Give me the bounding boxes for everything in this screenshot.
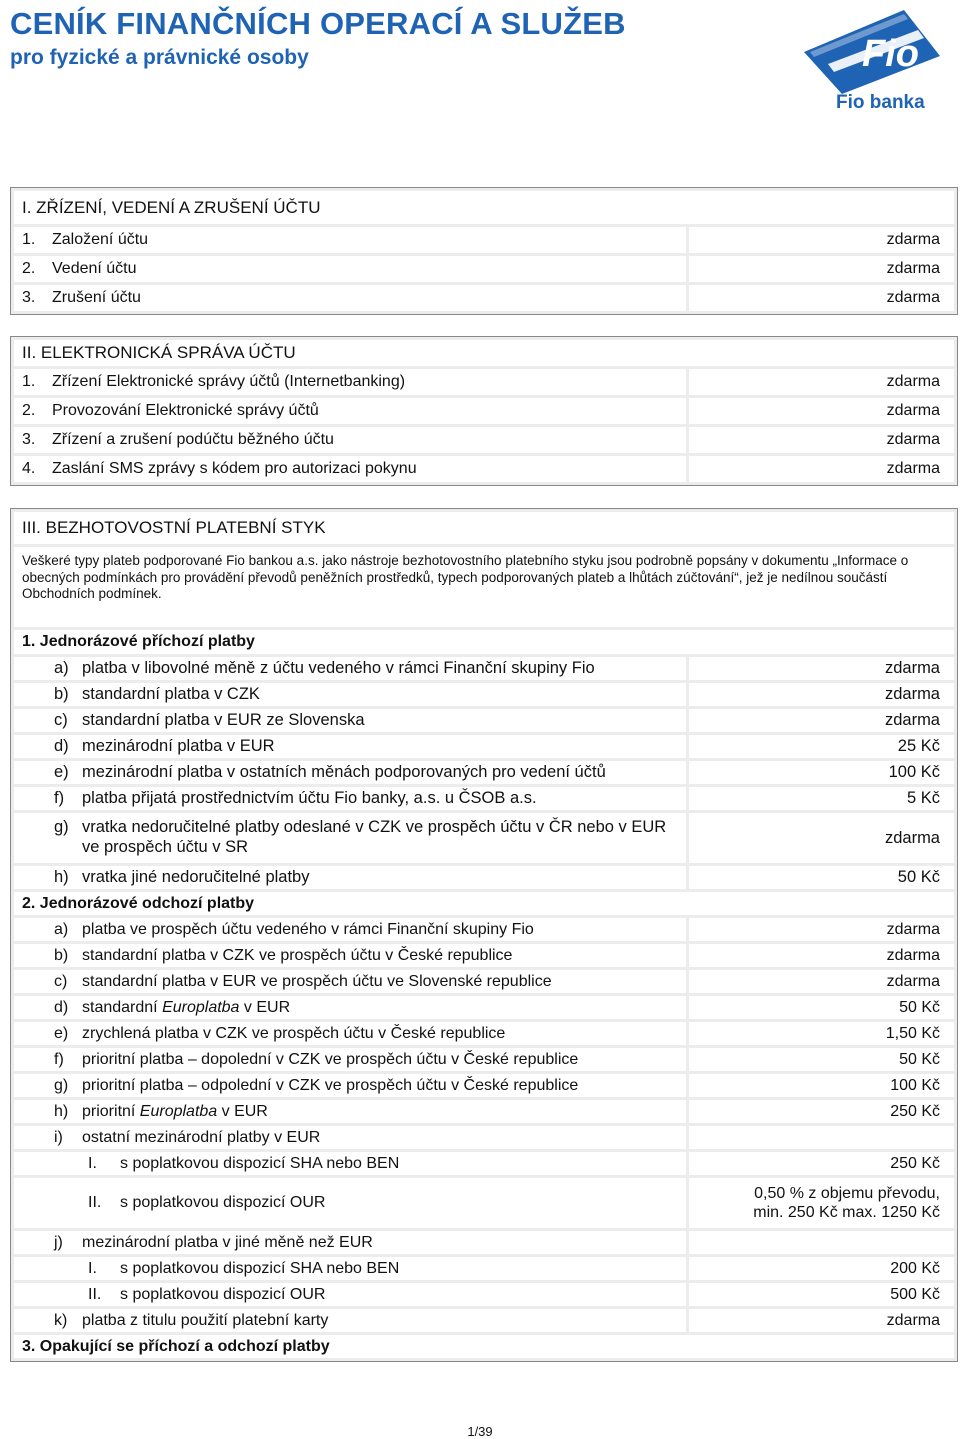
table-row <box>14 1257 954 1280</box>
group-2-title: 2. Jednorázové odchozí platby <box>14 892 954 915</box>
page-number: 1/39 <box>467 1424 493 1439</box>
logo-wordmark: Fio <box>862 33 919 75</box>
row-label: s poplatkovou dispozicí OUR <box>120 1285 326 1303</box>
row-price: zdarma <box>689 285 954 311</box>
row-label-post: v EUR <box>239 998 291 1016</box>
table-row <box>14 1100 954 1123</box>
row-label: Zřízení Elektronické správy účtů (Internetbanking) <box>52 373 406 390</box>
section-2-title: II. ELEKTRONICKÁ SPRÁVA ÚČTU <box>14 340 954 366</box>
row-price: zdarma <box>689 427 954 453</box>
row-letter: d) <box>54 998 69 1016</box>
table-row <box>14 944 954 967</box>
group-1-title: 1. Jednorázové příchozí platby <box>14 630 954 654</box>
table-row <box>14 813 954 863</box>
row-letter: h) <box>54 868 69 886</box>
table-row <box>14 1178 954 1228</box>
row-price: 500 Kč <box>689 1283 954 1306</box>
section-2-table <box>10 336 958 486</box>
fio-banka-logo <box>800 2 960 112</box>
page-subtitle: pro fyzické a právnické osoby <box>10 46 309 69</box>
row-price: 1,50 Kč <box>689 1022 954 1045</box>
row-price: 5 Kč <box>689 787 954 810</box>
row-label: Vedení účtu <box>52 260 137 277</box>
table-row <box>14 256 954 282</box>
row-roman: II. <box>88 1285 102 1303</box>
row-price: 250 Kč <box>689 1100 954 1123</box>
row-label: mezinárodní platba v EUR <box>82 737 275 755</box>
table-row <box>14 369 954 395</box>
row-label: Provozování Elektronické správy účtů <box>52 402 319 419</box>
row-label-em: Europlatba <box>139 1102 218 1120</box>
table-row <box>14 787 954 810</box>
row-label: zrychlená platba v CZK ve prospěch účtu v České republice <box>82 1024 506 1042</box>
row-letter: c) <box>54 711 68 729</box>
row-letter: h) <box>54 1102 69 1120</box>
row-label-line2: ve prospěch účtu v SR <box>82 838 248 856</box>
row-price: zdarma <box>689 944 954 967</box>
table-row <box>14 1022 954 1045</box>
page-title: CENÍK FINANČNÍCH OPERACÍ A SLUŽEB <box>10 6 626 41</box>
row-price: zdarma <box>689 369 954 395</box>
row-price: zdarma <box>689 256 954 282</box>
row-letter: d) <box>54 737 69 755</box>
row-price: zdarma <box>689 813 954 863</box>
table-row <box>14 1231 954 1254</box>
row-price-line2: min. 250 Kč max. 1250 Kč <box>753 1204 940 1221</box>
row-label: Založení účtu <box>52 231 149 248</box>
row-price: zdarma <box>689 1309 954 1332</box>
row-label: s poplatkovou dispozicí SHA nebo BEN <box>120 1154 400 1172</box>
row-label: prioritní platba – dopolední v CZK ve prospěch účtu v České republice <box>82 1050 579 1068</box>
row-price: 100 Kč <box>689 761 954 784</box>
row-price: 25 Kč <box>689 735 954 758</box>
table-row <box>14 918 954 941</box>
row-number: 2. <box>22 260 36 277</box>
section-3-title: III. BEZHOTOVOSTNÍ PLATEBNÍ STYK <box>14 512 954 544</box>
row-label: Zrušení účtu <box>52 289 141 306</box>
table-row <box>14 1283 954 1306</box>
row-label-pre: standardní <box>82 998 163 1016</box>
section-1-title: I. ZŘÍZENÍ, VEDENÍ A ZRUŠENÍ ÚČTU <box>14 191 954 224</box>
row-price: zdarma <box>689 657 954 680</box>
table-row <box>14 456 954 482</box>
row-price: 50 Kč <box>689 866 954 889</box>
row-label-line1: vratka nedoručitelné platby odeslané v CZK ve prospěch účtu v ČR nebo v EUR <box>82 818 667 836</box>
row-price: 100 Kč <box>689 1074 954 1097</box>
row-price: 50 Kč <box>689 1048 954 1071</box>
section-3-note: Veškeré typy plateb podporované Fio bankou a.s. jako nástroje bezhotovostního platebního styku jsou podrobně popsány v dokumentu „Informace o obecných podmínkách pro provádění převodů peněžních prostředků, typech podporovaných plateb a lhůtách zúčtování“, jež je nedílnou součástí Obchodních podmínek. <box>14 547 954 627</box>
table-row <box>14 761 954 784</box>
row-letter: b) <box>54 685 69 703</box>
table-row <box>14 709 954 732</box>
row-label: standardní platba v EUR ze Slovenska <box>82 711 365 729</box>
row-number: 3. <box>22 431 36 448</box>
row-letter: a) <box>54 659 69 677</box>
table-row <box>14 866 954 889</box>
table-row <box>14 683 954 706</box>
row-label: platba přijatá prostřednictvím účtu Fio banky, a.s. u ČSOB a.s. <box>82 789 537 807</box>
row-price-line1: 0,50 % z objemu převodu, <box>754 1185 940 1202</box>
row-number: 2. <box>22 402 36 419</box>
row-letter: e) <box>54 1024 69 1042</box>
table-row <box>14 1152 954 1175</box>
row-price: zdarma <box>689 456 954 482</box>
row-label: Zřízení a zrušení podúčtu běžného účtu <box>52 431 334 448</box>
row-price: zdarma <box>689 398 954 424</box>
table-row <box>14 1309 954 1332</box>
row-price: 50 Kč <box>689 996 954 1019</box>
logo-caption: Fio banka <box>836 92 925 112</box>
row-roman: II. <box>88 1194 102 1211</box>
row-label: standardní platba v EUR ve prospěch účtu ve Slovenské republice <box>82 972 552 990</box>
row-number: 1. <box>22 373 36 390</box>
row-label: prioritní platba – odpolední v CZK ve prospěch účtu v České republice <box>82 1076 579 1094</box>
row-letter: b) <box>54 946 69 964</box>
row-label-pre: prioritní <box>82 1102 140 1120</box>
row-price <box>689 1126 954 1149</box>
row-label: platba ve prospěch účtu vedeného v rámci Finanční skupiny Fio <box>82 920 534 938</box>
row-label-post: v EUR <box>217 1102 268 1120</box>
table-row <box>14 285 954 311</box>
row-roman: I. <box>88 1259 97 1277</box>
table-row <box>14 1048 954 1071</box>
group-3-title: 3. Opakující se příchozí a odchozí platby <box>14 1335 954 1358</box>
row-letter: f) <box>54 1050 64 1068</box>
table-row <box>14 227 954 253</box>
row-label-em: Europlatba <box>162 998 240 1016</box>
row-price: 200 Kč <box>689 1257 954 1280</box>
row-number: 4. <box>22 460 36 477</box>
row-label: platba v libovolné měně z účtu vedeného v rámci Finanční skupiny Fio <box>82 659 595 677</box>
row-roman: I. <box>88 1154 97 1172</box>
row-label: standardní platba v CZK ve prospěch účtu v České republice <box>82 946 513 964</box>
row-letter: e) <box>54 763 69 781</box>
table-row <box>14 427 954 453</box>
row-label: mezinárodní platba v jiné měně než EUR <box>82 1233 373 1251</box>
table-row <box>14 1126 954 1149</box>
row-price: zdarma <box>689 709 954 732</box>
row-price <box>689 1231 954 1254</box>
table-row <box>14 735 954 758</box>
table-row <box>14 1074 954 1097</box>
table-row <box>14 398 954 424</box>
row-letter: f) <box>54 789 65 807</box>
row-price: zdarma <box>689 970 954 993</box>
row-label: s poplatkovou dispozicí OUR <box>120 1194 326 1211</box>
row-label: standardní platba v CZK <box>82 685 260 703</box>
row-label: s poplatkovou dispozicí SHA nebo BEN <box>120 1259 400 1277</box>
row-price: zdarma <box>689 227 954 253</box>
row-letter: j) <box>54 1233 63 1251</box>
row-letter: a) <box>54 920 69 938</box>
row-letter: g) <box>54 1076 69 1094</box>
table-row <box>14 996 954 1019</box>
row-number: 1. <box>22 231 36 248</box>
row-letter: k) <box>54 1311 68 1329</box>
row-letter: i) <box>54 1128 63 1146</box>
row-label: ostatní mezinárodní platby v EUR <box>82 1128 321 1146</box>
row-price: 250 Kč <box>689 1152 954 1175</box>
table-row <box>14 657 954 680</box>
section-1-table <box>10 187 958 315</box>
section-3-table <box>10 508 958 1362</box>
row-price: zdarma <box>689 683 954 706</box>
row-letter: c) <box>54 972 68 990</box>
table-row <box>14 970 954 993</box>
row-price: zdarma <box>689 918 954 941</box>
row-label: vratka jiné nedoručitelné platby <box>82 868 310 886</box>
row-label: mezinárodní platba v ostatních měnách podporovaných pro vedení účtů <box>82 763 606 781</box>
row-letter: g) <box>54 818 69 836</box>
row-number: 3. <box>22 289 36 306</box>
row-label: platba z titulu použití platební karty <box>82 1311 329 1329</box>
row-label: Zaslání SMS zprávy s kódem pro autorizaci pokynu <box>52 460 417 477</box>
